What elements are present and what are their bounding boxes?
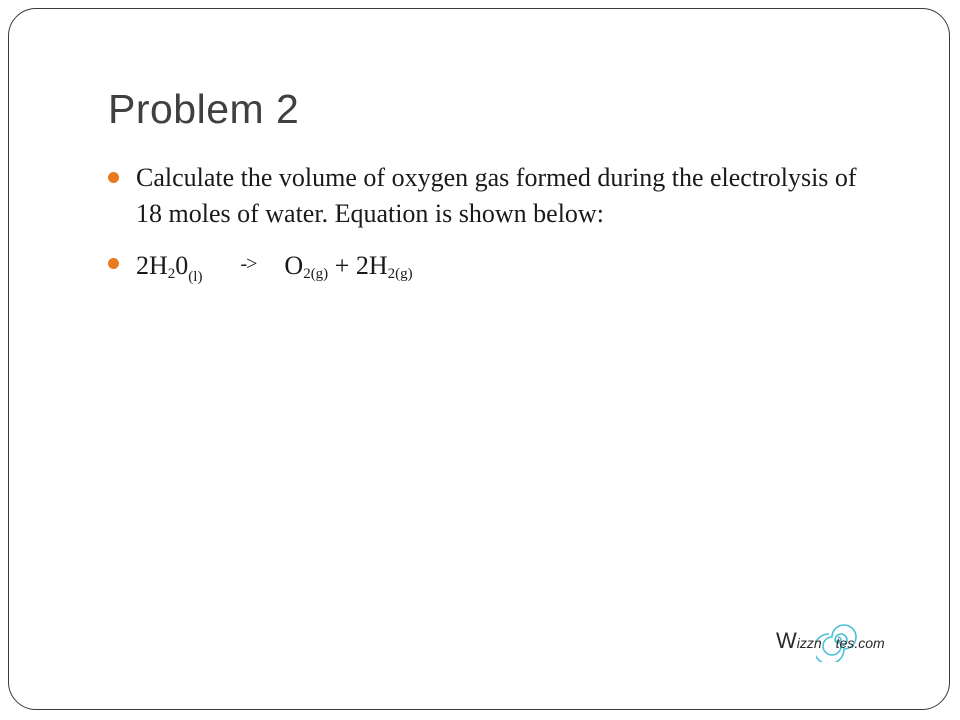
equation — [136, 251, 413, 285]
eq-sub-3: 2(g) — [303, 266, 329, 282]
wizznotes-logo — [776, 622, 906, 666]
logo-text: Wizzn tes.com — [776, 628, 885, 653]
slide-title: Problem 2 — [108, 86, 300, 132]
eq-sub-2: (l) — [188, 269, 203, 285]
eq-arrow: -> — [240, 253, 257, 275]
bullet-dot-icon — [108, 172, 119, 183]
eq-sub-4: 2(g) — [387, 266, 413, 282]
eq-term-1: 2H — [136, 251, 168, 280]
bullet-item-question — [108, 160, 888, 232]
question-text: Calculate the volume of oxygen gas formed during the electrolysis of 18 moles of water. Equation is shown below: — [136, 163, 857, 228]
eq-term-3: O — [284, 251, 304, 280]
bullet-item-equation — [108, 246, 888, 284]
bullet-list — [108, 160, 888, 298]
eq-term-4: + 2H — [328, 251, 388, 280]
eq-sub-1: 2 — [167, 266, 176, 282]
bullet-dot-icon — [108, 258, 119, 269]
eq-term-2: 0 — [175, 251, 189, 280]
